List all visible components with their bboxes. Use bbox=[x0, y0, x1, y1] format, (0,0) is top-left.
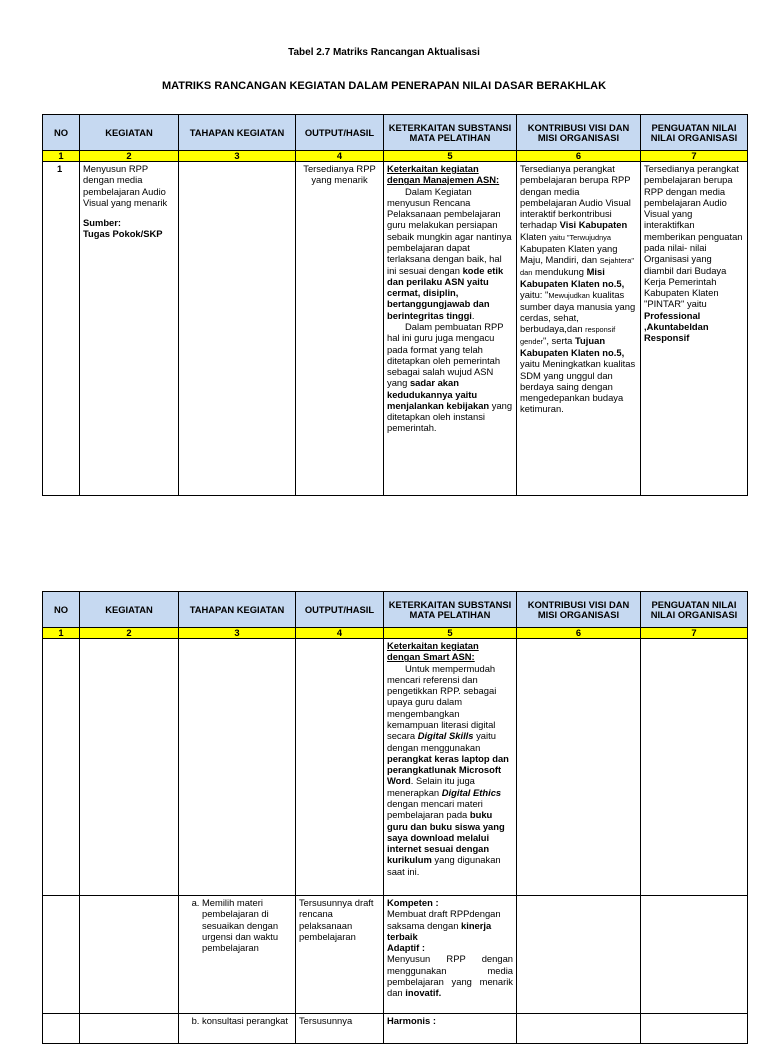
keterkaitan-cell bbox=[384, 896, 517, 1014]
header-row bbox=[43, 592, 748, 628]
table-row bbox=[43, 896, 748, 1014]
penguatan-cell: Tersedianya perangkat pembelajaran berupa RPP dengan media pembelajaran Audio Visual yang interaktifkan memberikan penguatan pada nilai- nilai Organisasi yang diambil dari Budaya Kerja Pemerintah Kabupaten Klaten "PINTAR" yaitu Professional ,Akuntabeldan Responsif bbox=[641, 162, 748, 496]
tahapan-list bbox=[182, 897, 292, 953]
header-row bbox=[43, 115, 748, 151]
row-number bbox=[43, 639, 80, 896]
row-number: 1 bbox=[43, 162, 80, 496]
keterkaitan-heading: Keterkaitan kegiatan dengan Smart ASN: bbox=[387, 640, 479, 663]
sumber-value: Tugas Pokok/SKP bbox=[83, 228, 163, 240]
table-caption: Tabel 2.7 Matriks Rancangan Aktualisasi bbox=[288, 47, 480, 58]
col-number: 6 bbox=[517, 628, 641, 639]
col-header-keterkaitan: KETERKAITAN SUBSTANSI MATA PELATIHAN bbox=[384, 592, 517, 628]
col-header-tahapan: TAHAPAN KEGIATAN bbox=[179, 592, 296, 628]
kegiatan-cell bbox=[80, 639, 179, 896]
adaptif-label: Adaptif : bbox=[387, 942, 426, 954]
tahapan-list bbox=[182, 1015, 292, 1026]
col-header-output: OUTPUT/HASIL bbox=[296, 592, 384, 628]
column-number-row bbox=[43, 151, 748, 162]
kegiatan-cell bbox=[80, 896, 179, 1014]
col-header-no: NO bbox=[43, 592, 80, 628]
kompeten-label: Kompeten : bbox=[387, 897, 439, 908]
keterkaitan-paragraph-1: Dalam Kegiatan menyusun Rencana Pelaksanaan pembelajaran guru melakukan persiapan sebaik mungkin agar nantinya pembelajaran dapat terlaksana dengan baik, hal ini sesuai dengan kode etik dan perilaku ASN yaitu cermat, disiplin, bertanggungjawab dan berintegritas tinggi. bbox=[387, 185, 512, 321]
output-cell: Tersedianya RPP yang menarik bbox=[296, 162, 384, 496]
col-number: 1 bbox=[43, 628, 80, 639]
table-row bbox=[43, 162, 748, 496]
kegiatan-cell bbox=[80, 162, 179, 496]
row-number bbox=[43, 1014, 80, 1044]
keterkaitan-paragraph-2: Dalam pembuatan RPP hal ini guru juga mengacu pada format yang telah ditetapkan oleh pemerintah sebagai salah wujud ASN yang sadar akan kedudukannya yaitu menjalankan kebijakan yang ditetapkan oleh instansi pemerintah. bbox=[387, 320, 513, 434]
tahapan-item: b. konsultasi perangkat bbox=[202, 1015, 292, 1026]
col-header-keterkaitan: KETERKAITAN SUBSTANSI MATA PELATIHAN bbox=[384, 115, 517, 151]
penguatan-cell bbox=[641, 639, 748, 896]
adaptif-text: Menyusun RPP dengan menggunakan media pembelajaran yang menarik dan inovatif. bbox=[387, 953, 513, 999]
col-header-kegiatan: KEGIATAN bbox=[80, 115, 179, 151]
col-header-no: NO bbox=[43, 115, 80, 151]
output-cell bbox=[296, 639, 384, 896]
tahapan-cell bbox=[179, 639, 296, 896]
col-number: 7 bbox=[641, 151, 748, 162]
tahapan-cell bbox=[179, 162, 296, 496]
col-number: 2 bbox=[80, 628, 179, 639]
col-number: 5 bbox=[384, 151, 517, 162]
matrix-table-1 bbox=[42, 114, 748, 496]
col-number: 5 bbox=[384, 628, 517, 639]
col-number: 2 bbox=[80, 151, 179, 162]
harmonis-label: Harmonis : bbox=[384, 1014, 517, 1044]
col-header-kegiatan: KEGIATAN bbox=[80, 592, 179, 628]
matrix-table-2 bbox=[42, 591, 748, 1044]
table-row bbox=[43, 639, 748, 896]
matrix-title: MATRIKS RANCANGAN KEGIATAN DALAM PENERAPAN NILAI DASAR BERAKHLAK bbox=[161, 80, 607, 92]
col-number: 3 bbox=[179, 151, 296, 162]
keterkaitan-cell bbox=[384, 639, 517, 896]
kontribusi-cell bbox=[517, 1014, 641, 1044]
col-number: 6 bbox=[517, 151, 641, 162]
col-header-kontribusi: KONTRIBUSI VISI DAN MISI ORGANISASI bbox=[517, 115, 641, 151]
col-number: 1 bbox=[43, 151, 80, 162]
output-cell: Tersusunnya bbox=[296, 1014, 384, 1044]
kegiatan-text: Menyusun RPP dengan media pembelajaran Audio Visual yang menarik bbox=[83, 163, 168, 208]
keterkaitan-paragraph: Untuk mempermudah mencari referensi dan pengetikkan RPP. sebagai upaya guru dalam mengembangkan kemampuan literasi digital secara Digital Skills yaitu dengan menggunakan perangkat keras laptop dan perangkatlunak Microsoft Word. Selain itu juga menerapkan Digital Ethics dengan mencari materi pembelajaran pada buku guru dan buku siswa yang saya download melalui internet sesuai dengan kurikulum yang digunakan saat ini. bbox=[387, 662, 509, 877]
penguatan-cell bbox=[641, 896, 748, 1014]
penguatan-cell bbox=[641, 1014, 748, 1044]
col-number: 4 bbox=[296, 628, 384, 639]
col-header-penguatan: PENGUATAN NILAI NILAI ORGANISASI bbox=[641, 592, 748, 628]
col-header-output: OUTPUT/HASIL bbox=[296, 115, 384, 151]
kontribusi-cell bbox=[517, 896, 641, 1014]
column-number-row bbox=[43, 628, 748, 639]
col-header-penguatan: PENGUATAN NILAI NILAI ORGANISASI bbox=[641, 115, 748, 151]
kontribusi-cell: Tersedianya perangkat pembelajaran berupa RPP dengan media pembelajaran Audio Visual interaktif berkontribusi terhadap Visi Kabupaten Klaten yaitu "Terwujudnya Kabupaten Klaten yang Maju, Mandiri, dan Sejahtera" dan mendukung Misi Kabupaten Klaten no.5, yaitu: "Mewujudkan kualitas sumber daya manusia yang cerdas, sehat, berbudaya,dan responsif gender", serta Tujuan Kabupaten Klaten no.5, yaitu Meningkatkan kualitas SDM yang unggul dan berdaya saing dengan mengedepankan budaya ketimuran. bbox=[517, 162, 641, 496]
tahapan-cell bbox=[179, 896, 296, 1014]
kontribusi-cell bbox=[517, 639, 641, 896]
kegiatan-cell bbox=[80, 1014, 179, 1044]
col-number: 7 bbox=[641, 628, 748, 639]
col-header-tahapan: TAHAPAN KEGIATAN bbox=[179, 115, 296, 151]
col-number: 3 bbox=[179, 628, 296, 639]
row-number bbox=[43, 896, 80, 1014]
tahapan-item: a. Memilih materi pembelajaran di sesuaikan dengan urgensi dan waktu pembelajaran bbox=[202, 897, 292, 953]
table-row bbox=[43, 1014, 748, 1044]
tahapan-cell bbox=[179, 1014, 296, 1044]
output-cell: Tersusunnya draft rencana pelaksanaan pembelajaran bbox=[296, 896, 384, 1014]
kompeten-text: Membuat draft RPPdengan saksama dengan kinerja terbaik bbox=[387, 908, 501, 942]
keterkaitan-heading: Keterkaitan kegiatan dengan Manajemen ASN: bbox=[387, 163, 500, 186]
keterkaitan-cell bbox=[384, 162, 517, 496]
col-header-kontribusi: KONTRIBUSI VISI DAN MISI ORGANISASI bbox=[517, 592, 641, 628]
sumber-label: Sumber: bbox=[83, 217, 122, 229]
col-number: 4 bbox=[296, 151, 384, 162]
